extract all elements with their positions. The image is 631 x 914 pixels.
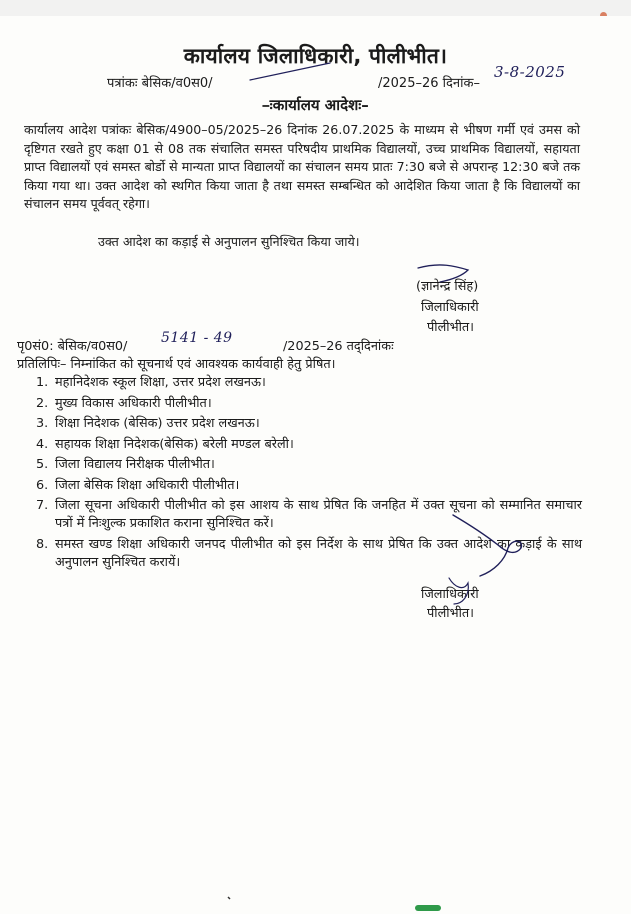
list-item-text: समस्त खण्ड शिक्षा अधिकारी जनपद पीलीभीत को इस निर्देश के साथ प्रेषित कि उक्त आदेश का कड़ाई के साथ अनुपालन सुनिश्चित करायें।	[55, 536, 582, 570]
letter-reference-date: /2025–26 दिनांक–	[378, 76, 480, 91]
signature-scribble-1	[418, 265, 468, 282]
signatory-place: पीलीभीत।	[427, 320, 475, 335]
list-item-number: 2.	[36, 395, 49, 411]
list-item-number: 4.	[36, 436, 49, 452]
letter-reference-number: पत्रांकः बेसिक/व0स0/	[107, 76, 213, 91]
green-edge-mark	[415, 905, 441, 911]
office-title: कार्यालय जिलाधिकारी, पीलीभीत।	[183, 44, 448, 68]
copy-reference-date: /2025–26 तद्‌दिनांकः	[283, 339, 394, 354]
signature-stroke-top	[250, 63, 330, 80]
list-item-text: जिला बेसिक शिक्षा अधिकारी पीलीभीत।	[55, 477, 240, 493]
list-item-text: सहायक शिक्षा निदेशक(बेसिक) बरेली मण्डल बरेली।	[55, 436, 294, 452]
signature-scribble-3	[449, 578, 468, 604]
compliance-instruction: उक्त आदेश का कड़ाई से अनुपालन सुनिश्चित किया जाये।	[98, 234, 360, 249]
copy-reference-number: पृ0सं0: बेसिक/व0स0/	[17, 339, 128, 354]
signature-scribble-2	[453, 515, 521, 576]
list-item-number: 7.	[36, 498, 49, 513]
list-item-number: 5.	[36, 457, 49, 472]
list-item-number: 1.	[36, 375, 49, 390]
signatory-designation: जिलाधिकारी	[421, 300, 479, 315]
list-item-number: 3.	[36, 416, 49, 431]
margin-dot	[228, 897, 230, 899]
copy-to-intro: प्रतिलिपिः– निम्नांकित को सूचनार्थ एवं आवश्यक कार्यवाही हेतु प्रेषित।	[17, 357, 336, 372]
list-item-text: महानिदेशक स्कूल शिक्षा, उत्तर प्रदेश लखनऊ।	[55, 375, 266, 390]
list-item-number: 6.	[36, 477, 49, 493]
list-item-text: जिला विद्यालय निरीक्षक पीलीभीत।	[55, 457, 215, 472]
handwritten-dispatch-number: 5141 - 49	[161, 330, 233, 346]
order-body-paragraph: कार्यालय आदेश पत्रांकः बेसिक/4900–05/2025–26 दिनांक 26.07.2025 के माध्यम से भीषण गर्मी एवं उमस को दृष्टिगत रखते हुए कक्षा 01 से 08 तक संचालित समस्त परिषदीय प्राथमिक विद्यालयों, उच्च प्राथमिक विद्यालयों, सहायता प्राप्त विद्यालयों एवं समस्त बोर्डो से मान्यता प्राप्त विद्यालयों का संचालन समय प्रातः 7:30 बजे से अपरान्ह 12:30 बजे तक किया गया था। उक्त आदेश को स्थगित किया जाता है तथा समस्त सम्बन्धित को आदेशित किया जाता है कि विद्यालयों का संचालन समय पूर्ववत् रहेगा।	[24, 122, 580, 212]
order-heading: –ःकार्यालय आदेशः–	[262, 96, 369, 114]
list-item-text: मुख्य विकास अधिकारी पीलीभीत।	[55, 395, 212, 411]
list-item-number: 8.	[36, 536, 49, 552]
copy-signatory-place: पीलीभीत।	[427, 606, 475, 621]
copy-signatory-designation: जिलाधिकारी	[421, 587, 479, 602]
handwritten-date: 3-8-2025	[494, 63, 566, 81]
signatory-name: (ज्ञानेन्द्र सिंह)	[416, 279, 479, 294]
list-item-text: शिक्षा निदेशक (बेसिक) उत्तर प्रदेश लखनऊ।	[55, 416, 260, 431]
list-item-text: जिला सूचना अधिकारी पीलीभीत को इस आशय के साथ प्रेषित कि जनहित में उक्त सूचना को सम्मानित समाचार पत्रों में निःशुल्क प्रकाशित कराना सुनिश्चित करें।	[55, 498, 582, 532]
